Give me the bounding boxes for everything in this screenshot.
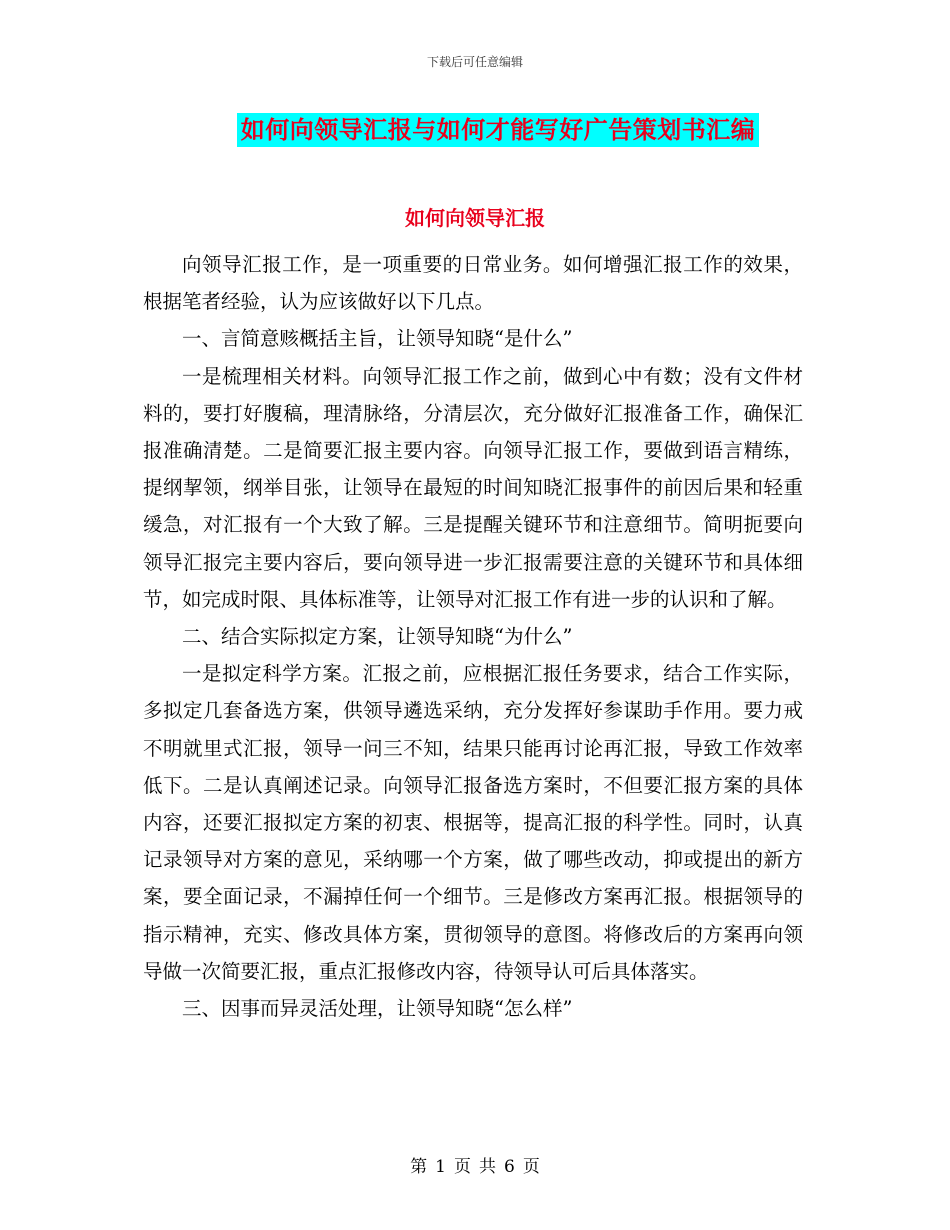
document-body	[143, 246, 803, 1027]
heading-point-2: 二、结合实际拟定方案，让领导知晓“为什么”	[182, 625, 573, 649]
footer-middle: 页	[454, 1157, 471, 1177]
footer-total-pages: 6	[504, 1157, 515, 1177]
footer-total-prefix: 共	[479, 1157, 496, 1177]
document-title: 如何向领导汇报与如何才能写好广告策划书汇编	[237, 113, 760, 147]
footer-prefix: 第	[410, 1157, 428, 1177]
paragraph-point-2: 一是拟定科学方案。汇报之前，应根据汇报任务要求，结合工作实际，多拟定几套备选方案，供领导遴选采纳，充分发挥好参谋助手作用。要力戒不明就里式汇报，领导一问三不知，结果只能再讨论再汇报，导致工作效率低下。二是认真阐述记录。向领导汇报备选方案时，不但要汇报方案的具体内容，还要汇报拟定方案的初衷、根据等，提高汇报的科学性。同时，认真记录领导对方案的意见，采纳哪一个方案，做了哪些改动，抑或提出的新方案，要全面记录，不漏掉任何一个细节。三是修改方案再汇报。根据领导的指示精神，充实、修改具体方案，贯彻领导的意图。将修改后的方案再向领导做一次简要汇报，重点汇报修改内容，待领导认可后具体落实。	[143, 662, 803, 983]
paragraph-point-1: 一是梳理相关材料。向领导汇报工作之前，做到心中有数；没有文件材料的，要打好腹稿，理清脉络，分清层次，充分做好汇报准备工作，确保汇报准确清楚。二是简要汇报主要内容。向领导汇报工作，要做到语言精练，提纲挈领，纲举目张，让领导在最短的时间知晓汇报事件的前因后果和轻重缓急，对汇报有一个大致了解。三是提醒关键环节和注意细节。简明扼要向领导汇报完主要内容后，要向领导进一步汇报需要注意的关键环节和具体细节，如完成时限、具体标准等，让领导对汇报工作有进一步的认识和了解。	[143, 364, 803, 611]
heading-point-3: 三、因事而异灵活处理，让领导知晓“怎么样”	[182, 997, 573, 1021]
document-title-container	[0, 113, 950, 147]
page-header-note: 下载后可任意编辑	[426, 55, 523, 69]
footer-page-number: 1	[435, 1157, 446, 1177]
footer-suffix: 页	[522, 1157, 540, 1177]
paragraph-intro: 向领导汇报工作，是一项重要的日常业务。如何增强汇报工作的效果，根据笔者经验，认为应该做好以下几点。	[143, 253, 803, 314]
page-footer	[0, 1152, 950, 1177]
heading-point-1: 一、言简意赅概括主旨，让领导知晓“是什么”	[182, 327, 573, 351]
section-title: 如何向领导汇报	[405, 206, 545, 230]
